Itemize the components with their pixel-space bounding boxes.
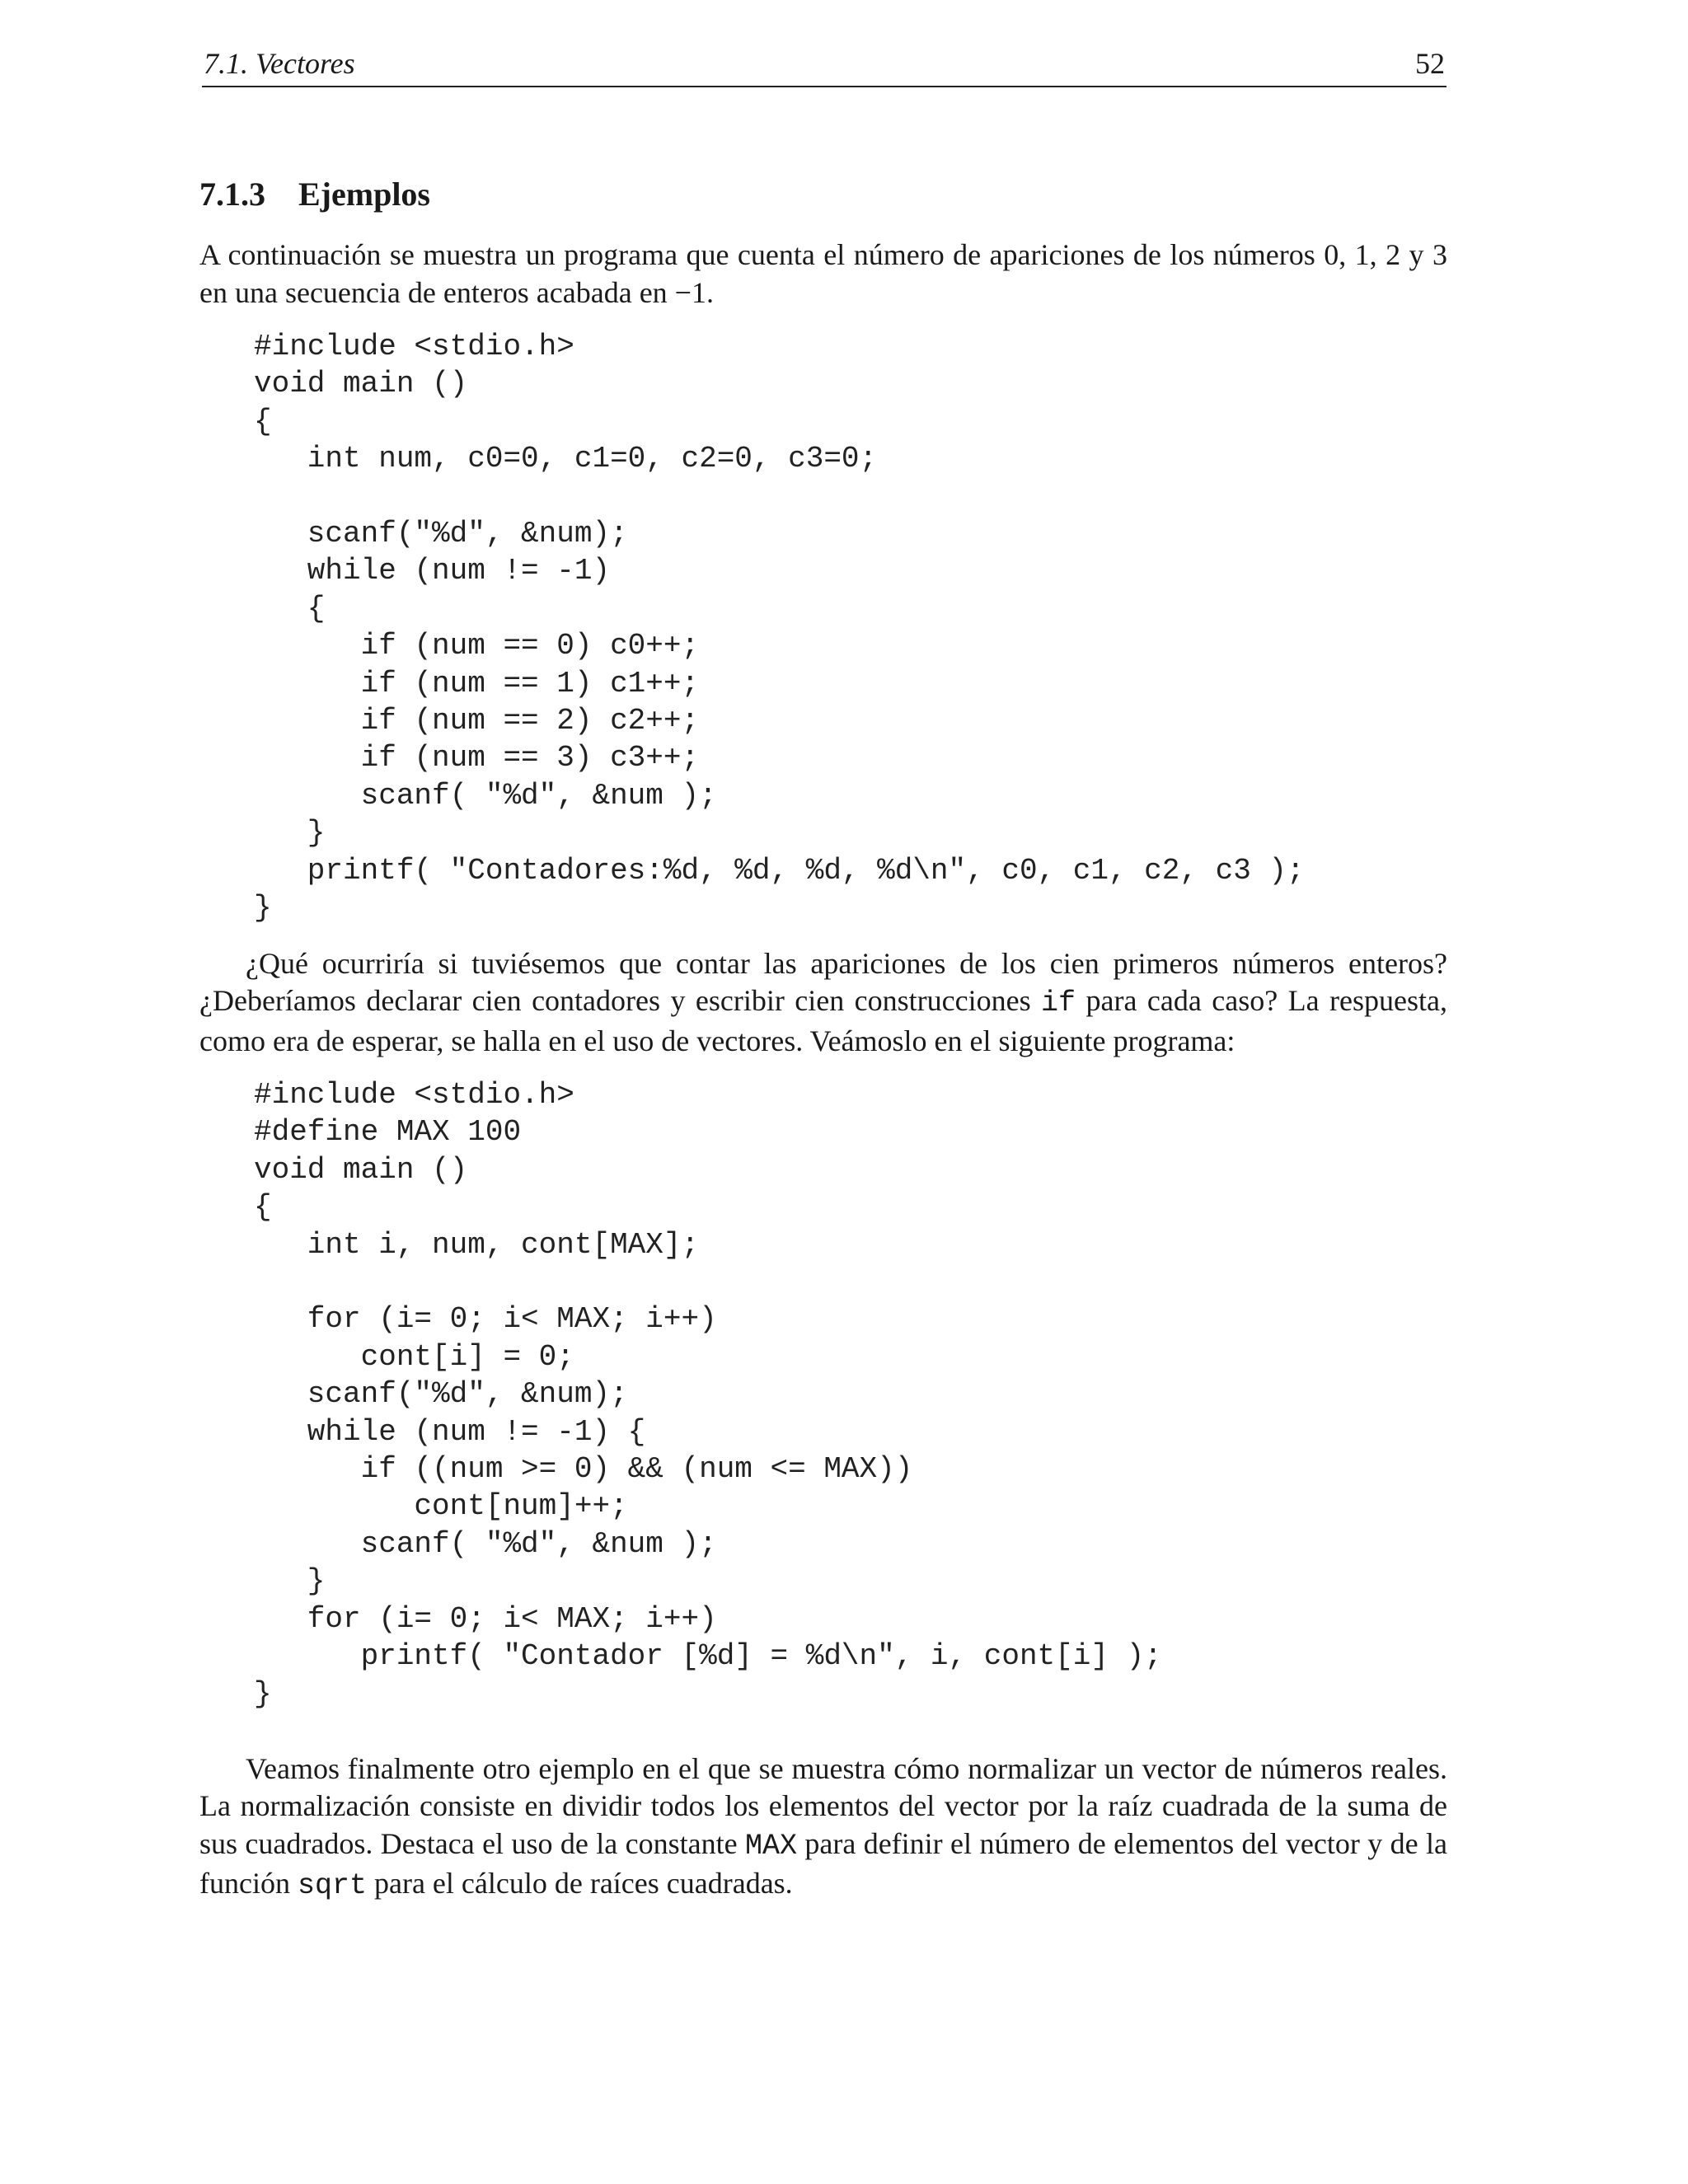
question-text-part1: ¿Qué ocurriría si tuviésemos que contar las apariciones de los cien primeros números enteros? ¿Deberíamos declarar cien contadores y escribir cien construcciones xyxy=(199,946,1447,1017)
header-section-title: 7.1. Vectores xyxy=(204,47,355,80)
inline-code-sqrt: sqrt xyxy=(297,1869,367,1903)
running-header xyxy=(202,43,1447,87)
question-paragraph xyxy=(199,945,1447,1061)
page-number: 52 xyxy=(1415,47,1445,80)
code-listing-vector: #include <stdio.h> #define MAX 100 void main () { int i, num, cont[MAX]; for (i= 0; i< MAX; i++) cont[i] = 0; scanf("%d", &num); while (num != -1) { if ((num >= 0) && (num <= MAX)) cont[num]++; scanf( "%d", &num ); } for (i= 0; i< MAX; i++) printf( "Contador [%d] = %d\n", i, cont[i] ); } xyxy=(254,1078,1162,1711)
normalization-text-part1: Veamos finalmente otro ejemplo en el que se muestra cómo normalizar un vector de números reales. La normalización consiste en dividir todos los elementos del vector por la raíz cuadrada de la suma de sus cuadrados. Destaca el uso de la constante xyxy=(199,1751,1447,1860)
page-content xyxy=(199,175,1447,1905)
normalization-paragraph xyxy=(199,1750,1447,1905)
subsection-title: Ejemplos xyxy=(298,176,430,213)
intro-paragraph: A continuación se muestra un programa que cuenta el número de apariciones de los números 0, 1, 2 y 3 en una secuencia de enteros acabada en −1. xyxy=(199,238,1447,309)
code-listing-counters: #include <stdio.h> void main () { int num, c0=0, c1=0, c2=0, c3=0; scanf("%d", &num); while (num != -1) { if (num == 0) c0++; if (num == 1) c1++; if (num == 2) c2++; if (num == 3) c3++; scanf( "%d", &num ); } printf( "Contadores:%d, %d, %d, %d\n", c0, c1, c2, c3 ); } xyxy=(254,330,1305,926)
inline-code-max: MAX xyxy=(744,1829,797,1863)
normalization-text-part3: para el cálculo de raíces cuadradas. xyxy=(366,1867,793,1900)
subsection-number: 7.1.3 xyxy=(199,176,265,213)
subsection-heading xyxy=(199,175,1447,213)
spacer xyxy=(199,1731,1447,1750)
inline-code-if: if xyxy=(1041,987,1076,1019)
question-text-part2: para cada caso? La respuesta, como era de esperar, se halla en el uso de vectores. Veámoslo en el siguiente programa: xyxy=(199,984,1447,1057)
normalization-text-part2: para definir el número de elementos del vector y de la función xyxy=(199,1826,1447,1900)
